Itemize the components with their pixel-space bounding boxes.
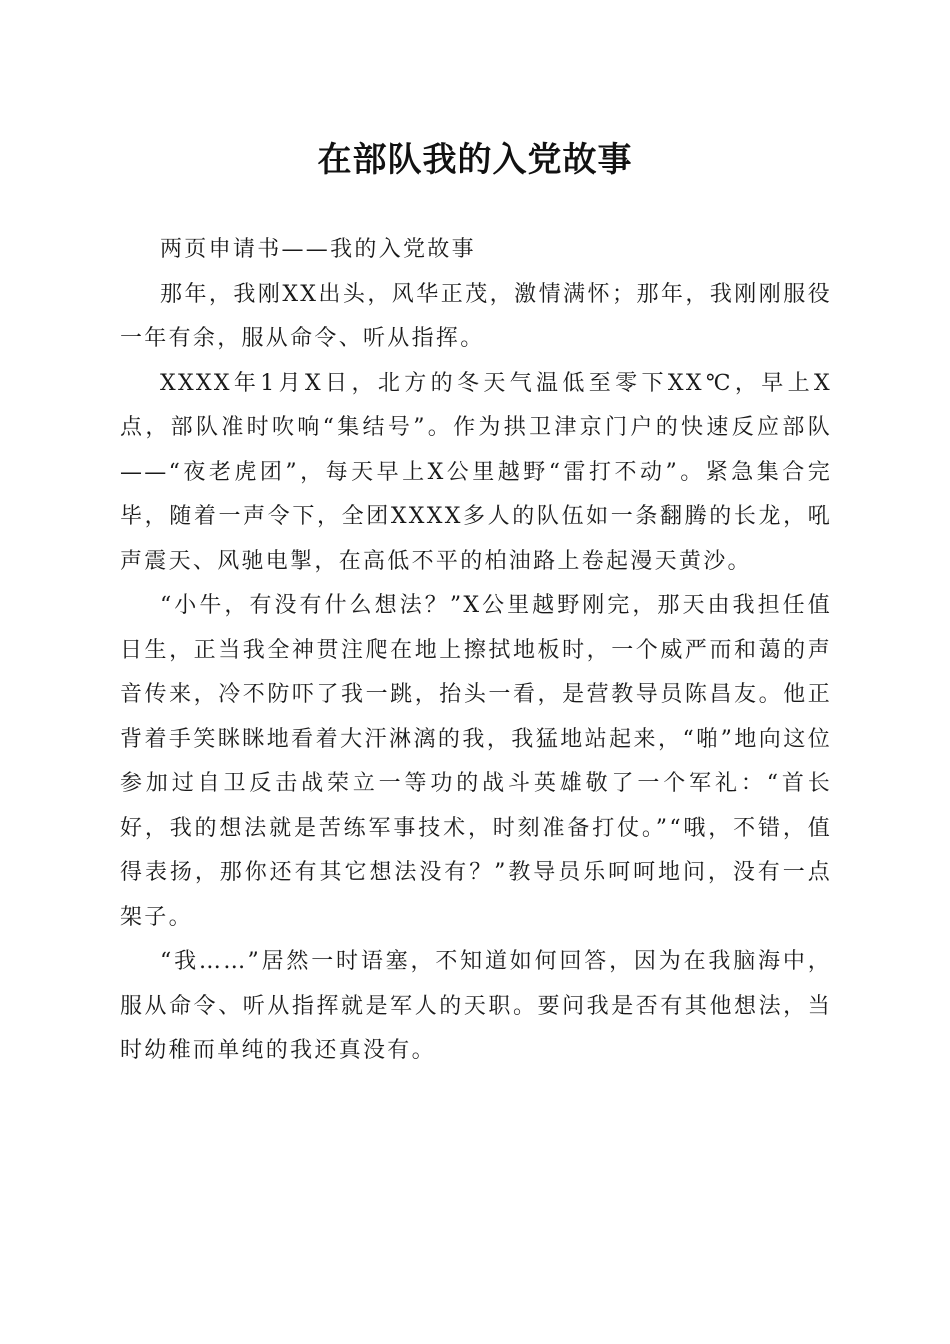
paragraph: 那年，我刚XX出头，风华正茂，激情满怀；那年，我刚刚服役一年有余，服从命令、听从指挥。: [120, 281, 832, 351]
paragraph: XXXX年1月X日，北方的冬天气温低至零下XX℃，早上X点，部队准时吹响“集结号”。作为拱卫津京门户的快速反应部队——“夜老虎团”，每天早上X公里越野“雷打不动”。紧急集合完毕，随着一声令下，全团XXXX多人的队伍如一条翻腾的长龙，吼声震天、风驰电掣，在高低不平的柏油路上卷起漫天黄沙。: [120, 370, 832, 574]
document-title: 在部队我的入党故事: [317, 140, 633, 180]
paragraph: 两页申请书——我的入党故事: [160, 237, 476, 262]
document-body: [120, 228, 832, 1074]
paragraph: “我……”居然一时语塞，不知道如何回答，因为在我脑海中，服从命令、听从指挥就是军人的天职。要问我是否有其他想法，当时幼稚而单纯的我还真没有。: [120, 949, 832, 1063]
paragraph: “小牛，有没有什么想法？”X公里越野刚完，那天由我担任值日生，正当我全神贯注爬在地上擦拭地板时，一个威严而和蔼的声音传来，冷不防吓了我一跳，抬头一看，是营教导员陈昌友。他正背着手笑眯眯地看着大汗淋漓的我，我猛地站起来，“啪”地向这位参加过自卫反击战荣立一等功的战斗英雄敬了一个军礼：“首长好，我的想法就是苦练军事技术，时刻准备打仗。”“哦，不错，值得表扬，那你还有其它想法没有？”教导员乐呵呵地问，没有一点架子。: [120, 593, 832, 930]
